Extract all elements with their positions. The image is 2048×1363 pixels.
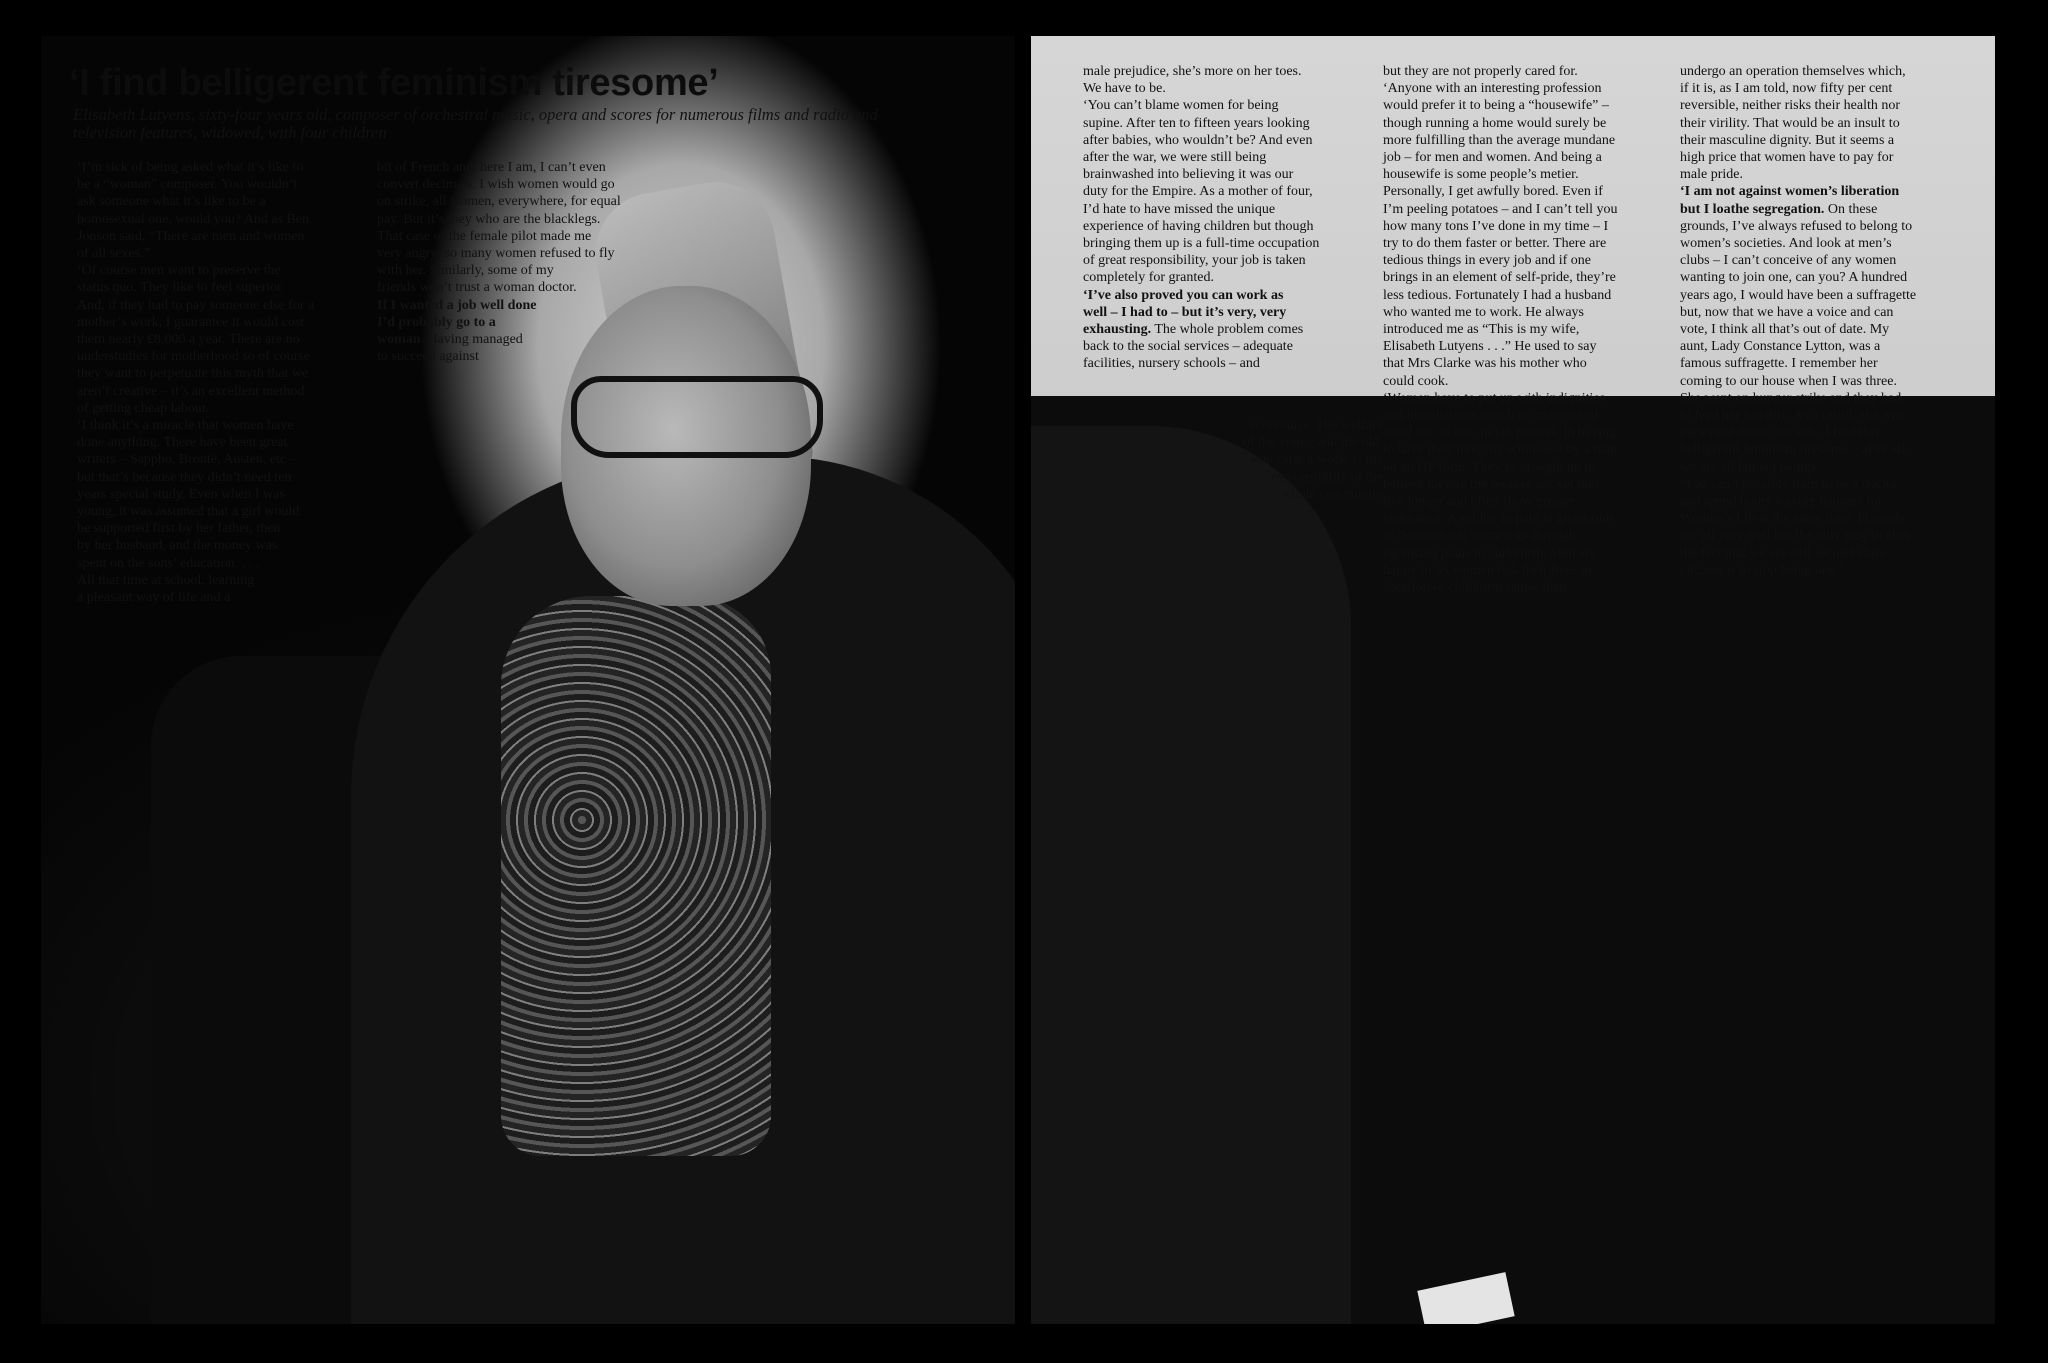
text-line [377, 331, 655, 348]
text-line: convert decimals. I wish women would go [377, 177, 615, 193]
text-line: who wanted me to work. He always [1383, 304, 1585, 320]
text-line: after babies, who wouldn’t be? And even [1083, 132, 1313, 148]
text-line: introduced me as “This is my wife, [1383, 322, 1580, 338]
text-line: to succeed against [377, 349, 479, 365]
text-line [1083, 287, 1383, 304]
text-line: aren’t creative – it’s an excellent method [77, 383, 305, 399]
text-line: by her husband, and the money was [77, 538, 278, 554]
text-line: And, if they had to pay someone else for a [77, 297, 315, 313]
text-line: ‘You can’t blame women for being [1083, 98, 1279, 114]
right-page [1031, 36, 1995, 1324]
text-line: Personally, I get awfully bored. Even if [1383, 184, 1603, 200]
pull-quote: woman. [377, 332, 425, 348]
text-line: and spend hours waving banners for [1680, 494, 1883, 510]
text-line: Women’s Lib at the same time. Placards [1680, 511, 1905, 527]
text-line: how many tons I’ve done in my time – I [1383, 218, 1609, 234]
text-line: though running a home would surely be [1383, 115, 1607, 131]
text-line: whole community [1281, 486, 1383, 502]
pull-quote: I’d probably go to a [377, 314, 496, 330]
text-line: I’d hate to have missed the unique [1083, 201, 1276, 217]
text-line: more fulfilling than the average mundane [1383, 132, 1616, 148]
text-line: but they are not properly cared for. [1383, 64, 1578, 79]
text-line: be a “woman” composer. You wouldn’t [77, 177, 298, 193]
text-line: ‘Women have to put up with indignities [1383, 390, 1606, 406]
text-run: On these [1824, 201, 1878, 217]
column-5 [1680, 63, 1980, 579]
text-line: ‘You can’t possibly train to be a doctor [1680, 476, 1899, 492]
text-line: abortion or childbirth rather than [1383, 580, 1567, 596]
text-line: or decorations; women go through [1383, 528, 1576, 544]
text-line: economics. The welfare [1249, 418, 1383, 433]
text-line: spent on the sons’ education. . . . [77, 555, 260, 571]
text-line: responsibility of the [1271, 469, 1383, 485]
text-line: would prefer it to being a “housewife” – [1383, 98, 1609, 114]
text-line: brings in an element of self-pride, they’re [1383, 270, 1616, 286]
text-line: Jonson said, “There are men and women [77, 228, 305, 244]
text-line: aunt, Lady Constance Lytton, was a [1680, 339, 1881, 355]
text-line: they want to perpetuate this myth that we [77, 366, 309, 382]
column-3 [1083, 63, 1383, 373]
text-line: their masculine dignity. But it seems a [1680, 132, 1895, 148]
pull-quote: exhausting. [1083, 322, 1152, 338]
left-page [41, 36, 1015, 1324]
text-line: young, it was assumed that a girl would [77, 504, 300, 520]
text-line: coming to our house when I was three. [1680, 373, 1897, 389]
text-line: citizens is to stop being one.’ [1680, 562, 1844, 578]
text-line: ‘Of course men want to preserve the [77, 263, 281, 279]
text-line: with her. Similarly, some of my [377, 263, 554, 279]
column-3-inset [1159, 417, 1383, 503]
text-line: male pride. [1680, 167, 1743, 183]
text-line: completely for granted. [1083, 270, 1215, 286]
text-line: are all very well but the only way to alter [1680, 528, 1911, 544]
text-line: that Mrs Clarke was his mother who [1383, 356, 1587, 372]
text-line [1680, 201, 1980, 218]
text-line: who cannot work, is the [1248, 452, 1383, 468]
text-line: the fact that we are still second-class [1680, 545, 1886, 561]
text-line: That case of the female pilot made me [377, 228, 592, 244]
text-line: to have their integrity witnessed by a man [1383, 442, 1618, 458]
text-run: The whole problem comes [1151, 322, 1304, 338]
text-line: and humiliations which no man would [1383, 408, 1599, 424]
text-line: status quo. They like to feel superior. [77, 280, 285, 296]
text-line: of great responsibility, your job is taken [1083, 253, 1306, 269]
pull-quote: well – I had to – but it’s very, very [1083, 304, 1287, 320]
text-line: paralysed down one side. I find this [1680, 425, 1880, 441]
text-line: stand for: in law, in tax matters, in having [1383, 425, 1617, 441]
text-line: Elisabeth Lutyens . . .” He used to say [1383, 339, 1597, 355]
text-line: years special study. Even when I was [77, 486, 285, 502]
text-line [1083, 321, 1383, 338]
text-line: mother’s work, I guarantee it would cost [77, 314, 305, 330]
text-line: agonising pains in childbirth. Men are [1383, 545, 1597, 561]
text-line: be supported first by her father, then [77, 521, 281, 537]
column-1 [77, 159, 377, 606]
text-line: duty for the Empire. As a mother of four, [1083, 184, 1313, 200]
text-line: happy to let women risk their lives in [1383, 562, 1592, 578]
text-line: I’m peeling potatoes – and I can’t tell you [1383, 201, 1618, 217]
text-line: vote, I think all that’s out of date. My [1680, 322, 1890, 338]
text-line: male prejudice, she’s more on her toes. [1083, 64, 1302, 79]
text-line: less tedious. Fortunately I had a husband [1383, 287, 1612, 303]
text-line [377, 314, 655, 331]
column-2 [377, 159, 655, 365]
text-line: grounds, I’ve always refused to belong to [1680, 218, 1913, 234]
text-line: She went on hunger strike and they had [1680, 390, 1902, 406]
text-line: a pleasant way of life and a [77, 590, 231, 606]
text-line: try to do them faster or better. There are [1383, 236, 1607, 252]
text-line: if it is, as I am told, now fifty per cent [1680, 81, 1893, 97]
pull-quote: but I loathe segregation. [1680, 201, 1825, 217]
text-line: belligerent feminism tiresome – after all, [1680, 442, 1909, 458]
text-line: writers – Sappho, Brontë, Austen, etc – [77, 452, 297, 468]
text-line: brainwashed into believing it was our [1083, 167, 1294, 183]
text-line: but, now that we have a voice and can [1680, 304, 1894, 320]
text-line: clubs – I can’t conceive of any women [1680, 253, 1897, 269]
text-line: job – for men and women. And being a [1383, 150, 1602, 166]
text-line: pay. But it’s they who are the blacklegs. [377, 211, 601, 227]
article-headline: ‘I find belligerent feminism tiresome’ [69, 62, 719, 104]
text-line: to feed her forcibly. As a result, she was [1680, 408, 1904, 424]
text-line: supine. After ten to fifteen years looking [1083, 115, 1310, 131]
text-line: ask someone what it’s like to be a [77, 194, 266, 210]
text-line: done anything. There have been great [77, 435, 288, 451]
text-line: bit of French and, here I am, I can’t even [377, 160, 606, 175]
text-line: All that time at school, learning [77, 572, 255, 588]
text-line: years ago, I would have been a suffragette [1680, 287, 1917, 303]
text-line: tedious things in every job and if one [1383, 253, 1592, 269]
text-line: their virility. That would be an insult to [1680, 115, 1900, 131]
patterned-blouse [501, 596, 771, 1156]
text-line: we are all human beings. [1680, 459, 1820, 475]
text-line: live longer and often show greater [1383, 494, 1575, 510]
text-line: of all sexes.” [77, 246, 150, 262]
text-line: after the war, we were still being [1083, 150, 1267, 166]
text-line: ‘Anyone with an interesting profession [1383, 81, 1602, 97]
text-line: on an HP form. They’re brought up to [1383, 459, 1596, 475]
text-line: reversible, neither risks their health nor [1680, 98, 1901, 114]
text-line: on strike, all women, everywhere, for equal [377, 194, 621, 210]
pull-quote: ‘I am not against women’s liberation [1680, 184, 1900, 200]
text-line: could cook. [1383, 373, 1449, 389]
text-line: bringing them up is a full-time occupation [1083, 236, 1320, 252]
text-line: understudies for motherhood so of course [77, 349, 310, 365]
text-line: them nearly £8,000 a year. There are no [77, 332, 300, 348]
text-line: back to the social services – adequate [1083, 339, 1293, 355]
text-line: endurance. A soldier in pain is given rum [1383, 511, 1614, 527]
pull-quote: If I wanted a job well done [377, 297, 537, 313]
text-line: of getting cheap labour. [77, 400, 210, 416]
text-line: housewife is some people’s metier. [1383, 167, 1579, 183]
text-line: ‘I think it’s a miracle that women have [77, 418, 294, 434]
text-line [377, 297, 655, 314]
text-run: Having managed [424, 332, 523, 348]
standfirst: Elisabeth Lutyens, sixty-four years old, composer of orchestral music, opera and scores for numerous films and radio and television features, widowed, with four children [73, 105, 878, 142]
text-line: friends won’t trust a woman doctor. [377, 280, 577, 296]
text-line: facilities, nursery schools – and [1083, 356, 1260, 372]
text-line [1083, 304, 1383, 321]
text-line: high price that women have to pay for [1680, 150, 1894, 166]
text-line [1680, 183, 1980, 200]
text-line: wanting to join one, can you? A hundred [1680, 270, 1908, 286]
text-line: undergo an operation themselves which, [1680, 64, 1906, 79]
pull-quote: ‘I’ve also proved you can work as [1083, 287, 1284, 303]
text-line: of the young and the old, [1243, 435, 1383, 451]
text-line: ‘I’m sick of being asked what it’s like to [77, 160, 304, 175]
text-line: women’s societies. And look at men’s [1680, 236, 1892, 252]
text-line: experience of having children but though [1083, 218, 1314, 234]
text-line: We have to be. [1083, 81, 1166, 97]
text-line: but that’s because they didn’t need ten [77, 469, 292, 485]
glasses [571, 376, 823, 458]
text-line: very angry; so many women refused to fly [377, 246, 615, 262]
text-line: believe they’re the weaker sex yet they [1383, 476, 1602, 492]
text-line: famous suffragette. I remember her [1680, 356, 1878, 372]
text-line: homosexual one, would you? And as Ben [77, 211, 310, 227]
column-4 [1383, 63, 1683, 596]
portrait-body-right [1031, 426, 1351, 1324]
